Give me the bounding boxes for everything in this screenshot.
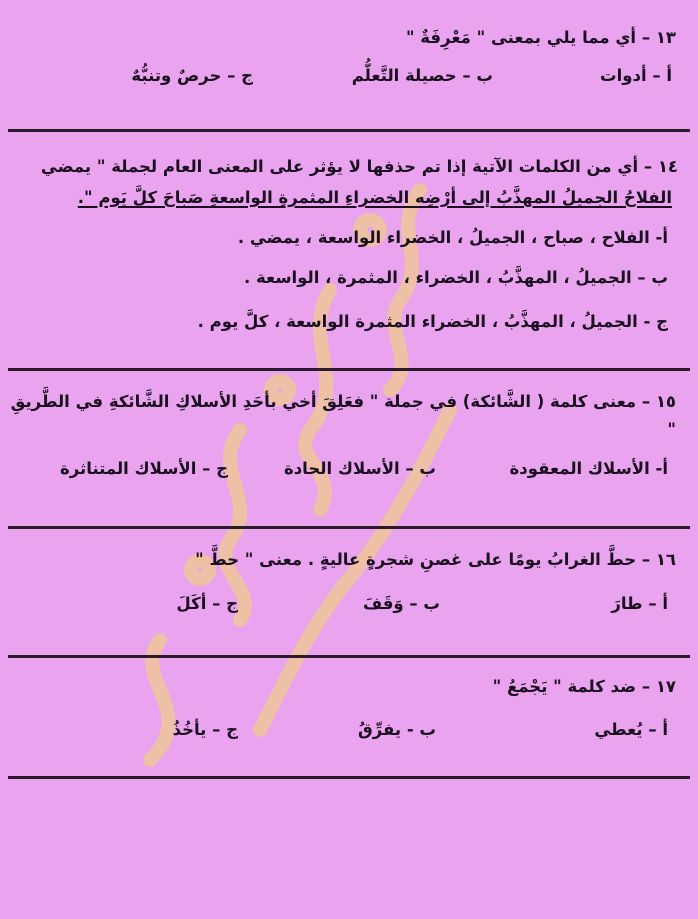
question-16-option-a[interactable]: أ – طارَ xyxy=(611,594,668,613)
question-14-option-b[interactable]: ب – الجميلُ ، المهذَّبُ ، الخضراء ، المثمرة ، الواسعة . xyxy=(243,268,668,287)
question-15-option-b[interactable]: ب – الأسلاك الحادة xyxy=(283,459,436,478)
question-14-stem-line-2: الفلاحُ الجميلُ المهذَّبُ إلى أرْضِه الخضراءِ المثمرةِ الواسعةِ صَباحَ كلَّ يَوم ". xyxy=(77,188,672,207)
divider xyxy=(8,655,690,658)
question-17-stem: ١٧ – ضد كلمة " يَجْمَعُ " xyxy=(492,677,676,696)
question-17-option-c[interactable]: ج – يأخُذُ xyxy=(172,720,238,739)
watermark-graphic xyxy=(90,170,490,790)
question-14-option-a[interactable]: أ- الفلاح ، صباح ، الجميلُ ، الخضراء الواسعة ، يمضي . xyxy=(237,228,668,247)
question-15-stem-line-2: " xyxy=(667,420,676,439)
question-16-option-b[interactable]: ب – وَقَفَ xyxy=(362,594,440,613)
divider xyxy=(8,129,690,132)
question-17-option-a[interactable]: أ – يُعطي xyxy=(594,720,668,739)
divider xyxy=(8,776,690,779)
question-15-option-a[interactable]: أ- الأسلاك المعقودة xyxy=(509,459,668,478)
question-16-stem: ١٦ – حطَّ الغرابُ يومًا على غصنِ شجرةٍ عاليةٍ . معنى " حطَّ " xyxy=(195,550,676,569)
question-13-option-a[interactable]: أ – أدوات xyxy=(599,66,672,85)
divider xyxy=(8,526,690,529)
question-13-option-b[interactable]: ب – حصيلة التَّعلُّم xyxy=(351,66,493,85)
question-15-option-c[interactable]: ج – الأسلاك المتناثرة xyxy=(60,459,228,478)
question-15-stem-line-1: ١٥ – معنى كلمة ( الشَّائكة) في جملة " فعَلِقَ أخي بأحَدِ الأسلاكِ الشَّائكةِ في الطَّريقِ xyxy=(10,392,676,411)
question-16-option-c[interactable]: ج – أكَلَ xyxy=(176,594,238,613)
question-14-stem-line-1: ١٤ – أي من الكلمات الآتية إذا تم حذفها لا يؤثر على المعنى العام لجملة " يمضي xyxy=(40,157,678,176)
question-14-option-c[interactable]: ج - الجميلُ ، المهذَّبُ ، الخضراء المثمرة الواسعة ، كلَّ يوم . xyxy=(197,312,668,331)
question-13-option-c[interactable]: ج – حرصٌ وتنبُّهٌ xyxy=(131,66,253,85)
divider xyxy=(8,368,690,371)
question-13-stem: ١٣ – أي مما يلي بمعنى " مَعْرِفَةٌ " xyxy=(405,28,676,47)
question-17-option-b[interactable]: ب - يفرِّقُ xyxy=(357,720,436,739)
